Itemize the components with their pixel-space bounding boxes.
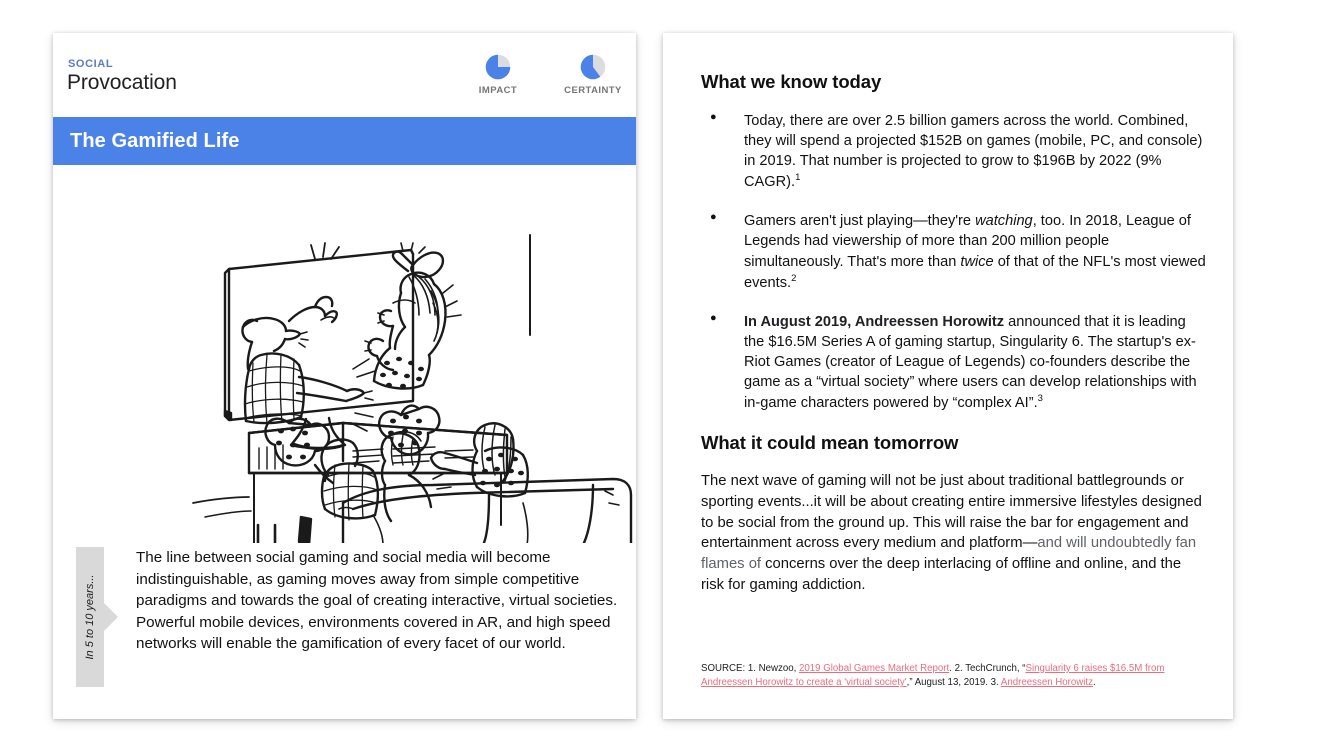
details-card <box>663 33 1233 719</box>
text-run: watching <box>975 213 1033 230</box>
headline-banner <box>53 117 636 165</box>
text-run: Gamers aren't just playing—they're <box>744 213 976 230</box>
provocation-card <box>53 33 636 719</box>
gauge-impact-label: IMPACT <box>478 85 518 96</box>
text-run: 1 <box>795 172 801 184</box>
text-run: twice <box>960 253 994 270</box>
fact-bullet-1 <box>701 111 1206 192</box>
source-text: . <box>1092 677 1096 689</box>
fact-bullet-2 <box>701 211 1206 292</box>
source-text: . 2. TechCrunch, “ <box>949 662 1026 674</box>
gauge-impact <box>467 53 529 96</box>
gauge-group <box>467 53 624 96</box>
facts-list <box>701 111 1206 413</box>
source-link[interactable]: 2019 Global Games Market Report <box>798 662 950 674</box>
timeframe-label: In 5 to 10 years... <box>84 574 96 660</box>
timeframe-tab <box>76 547 104 687</box>
tomorrow-paragraph <box>701 471 1206 595</box>
details-content <box>663 33 1233 719</box>
section-title-tomorrow: What it could mean tomorrow <box>701 432 959 454</box>
text-run: In August 2019, Andreessen Horowitz <box>744 313 1005 330</box>
text-run: The next wave of gaming will not be just about traditional battlegrounds or sporting events...it will be about creating entire immersive lifestyles designed to be social from the ground up. This will raise the bar for engagement and entertainment across every medium and platform— <box>701 473 1202 552</box>
text-run: of that of the NFL's most viewed events. <box>744 253 1206 291</box>
source-link[interactable]: Singularity 6 raises $16.5M from Andreessen Horowitz to create a 'virtual society' <box>701 662 1165 689</box>
text-run: Today, there are over 2.5 billion gamers across the world. Combined, they will spend a projected $152B on games (mobile, PC, and console) in 2019. That number is projected to grow to $196B by 2022 (9% CAGR). <box>744 113 1203 191</box>
source-link[interactable]: Andreessen Horowitz <box>1000 677 1093 689</box>
source-text: SOURCE: 1. Newzoo, <box>701 662 799 674</box>
gauge-certainty-label: CERTAINTY <box>564 85 622 96</box>
category-eyebrow: SOCIAL <box>68 58 114 70</box>
page-title: Provocation <box>67 71 177 94</box>
headline-text: The Gamified Life <box>70 129 240 152</box>
fact-bullet-3 <box>701 312 1206 413</box>
source-text: ,” August 13, 2019. 3. <box>906 677 1001 689</box>
text-run: 2 <box>791 272 797 284</box>
provocation-callout <box>76 547 621 687</box>
text-run: announced that it is leading the $16.5M Series A of gaming startup, Singularity 6. The startup's ex-Riot Games (creator of League of Legends) co-founders describe the game as a “virtual society” where users can develop relationships with in-game characters powered by “complex AI”. <box>744 313 1197 412</box>
gauge-certainty <box>562 53 624 96</box>
text-run: 3 <box>1037 393 1043 405</box>
section-title-today: What we know today <box>701 71 882 92</box>
text-run: and will undoubtedly fan flames of <box>701 535 1197 573</box>
callout-body: The line between social gaming and social media will become indistinguishable, as gaming moves away from simple competitive paradigms and towards the goal of creating interactive, virtual societies. Powerful mobile devices, environments covered in AR, and high speed networks will enable the gamification of every facet of our world. <box>136 549 618 653</box>
pie-chart-icon <box>579 53 607 81</box>
cartoon-family-watching-tv <box>53 173 636 543</box>
arrow-right-icon <box>104 603 118 631</box>
text-run: concerns over the deep interlacing of offline and online, and the risk for gaming addiction. <box>701 556 1182 593</box>
pie-chart-icon <box>484 53 512 81</box>
left-card-header <box>53 33 636 117</box>
source-footnote <box>701 662 1213 691</box>
text-run: , too. In 2018, League of Legends had viewership of more than 200 million people simultaneously. That's more than <box>744 213 1191 270</box>
